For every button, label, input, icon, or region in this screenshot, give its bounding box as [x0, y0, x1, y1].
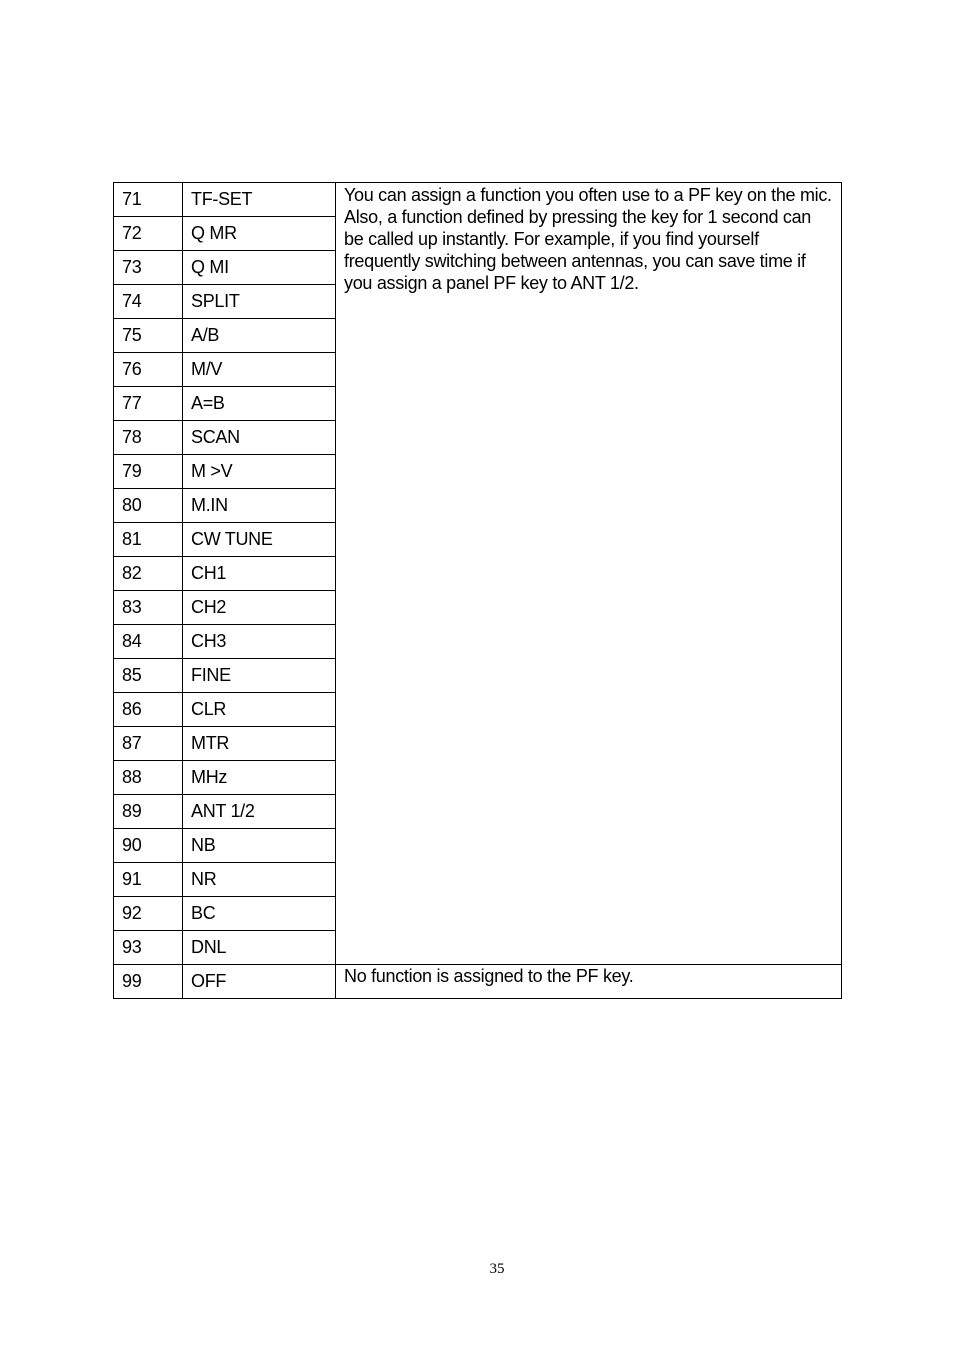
function-number: 90: [114, 829, 183, 863]
function-name: Q MR: [183, 217, 336, 251]
function-number: 84: [114, 625, 183, 659]
function-name: TF-SET: [183, 183, 336, 217]
function-number: 80: [114, 489, 183, 523]
function-name: CH1: [183, 557, 336, 591]
function-name: NR: [183, 863, 336, 897]
function-name: ANT 1/2: [183, 795, 336, 829]
function-number: 85: [114, 659, 183, 693]
function-number: 72: [114, 217, 183, 251]
function-name: A=B: [183, 387, 336, 421]
function-name: M/V: [183, 353, 336, 387]
function-name: FINE: [183, 659, 336, 693]
function-name: BC: [183, 897, 336, 931]
function-name: CH3: [183, 625, 336, 659]
function-name: CH2: [183, 591, 336, 625]
function-number: 91: [114, 863, 183, 897]
function-name: MTR: [183, 727, 336, 761]
table-row-off: [114, 965, 842, 999]
function-name: M.IN: [183, 489, 336, 523]
function-number: 86: [114, 693, 183, 727]
function-number: 92: [114, 897, 183, 931]
function-number: 77: [114, 387, 183, 421]
function-number: 76: [114, 353, 183, 387]
off-description: No function is assigned to the PF key.: [336, 965, 842, 999]
function-name: SPLIT: [183, 285, 336, 319]
pf-key-function-table: [113, 182, 842, 999]
function-number: 88: [114, 761, 183, 795]
table-row: [114, 183, 842, 217]
function-number: 99: [114, 965, 183, 999]
function-number: 74: [114, 285, 183, 319]
page-number: 35: [489, 1261, 505, 1277]
function-name: M >V: [183, 455, 336, 489]
function-number: 78: [114, 421, 183, 455]
function-name: CLR: [183, 693, 336, 727]
function-name: MHz: [183, 761, 336, 795]
function-number: 73: [114, 251, 183, 285]
function-number: 89: [114, 795, 183, 829]
function-number: 93: [114, 931, 183, 965]
function-name: OFF: [183, 965, 336, 999]
function-name: SCAN: [183, 421, 336, 455]
function-name: Q MI: [183, 251, 336, 285]
function-name: DNL: [183, 931, 336, 965]
function-name: NB: [183, 829, 336, 863]
function-number: 79: [114, 455, 183, 489]
function-number: 87: [114, 727, 183, 761]
function-name: A/B: [183, 319, 336, 353]
function-description: You can assign a function you often use to a PF key on the mic. Also, a function defined by pressing the key for 1 second can be called up instantly. For example, if you find yourself frequently switching between antennas, you can save time if you assign a panel PF key to ANT 1/2.: [336, 183, 842, 965]
function-number: 75: [114, 319, 183, 353]
function-number: 81: [114, 523, 183, 557]
function-name: CW TUNE: [183, 523, 336, 557]
function-number: 71: [114, 183, 183, 217]
function-number: 83: [114, 591, 183, 625]
function-number: 82: [114, 557, 183, 591]
